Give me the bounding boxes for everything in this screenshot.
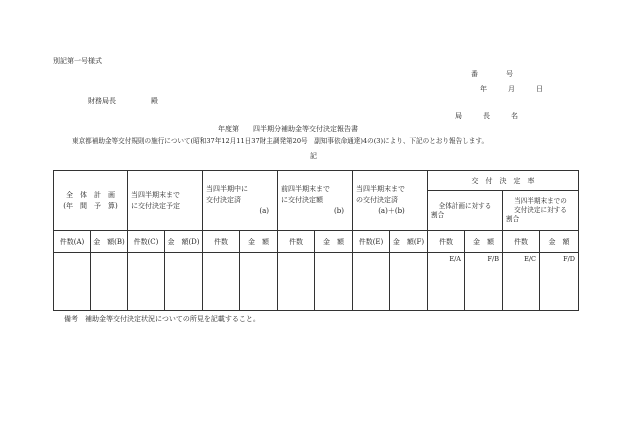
report-title: 年度第 四半期分補助金等交付決定報告書 xyxy=(218,125,358,133)
cur-quarter-header xyxy=(353,171,428,231)
ratio-label-ea: E/A xyxy=(428,253,465,311)
subheader-cell: 金 額 xyxy=(315,231,353,253)
q-end-plan-line2: に交付決定予定 xyxy=(131,201,180,210)
data-cell xyxy=(165,253,203,311)
data-cell xyxy=(278,253,315,311)
ratio-label-fd: F/D xyxy=(540,253,579,311)
date-label: 年 月 日 xyxy=(480,85,543,93)
rate-plan-line1: 全体計画に対する xyxy=(438,201,492,210)
rate-plan-line2: 割合 xyxy=(431,210,445,219)
data-cell xyxy=(54,253,91,311)
rate-q-line3: 割合 xyxy=(506,214,520,223)
subheader-cell: 件数 xyxy=(428,231,465,253)
subheader-row xyxy=(54,231,579,253)
data-cell xyxy=(203,253,240,311)
subheader-cell: 件数 xyxy=(503,231,540,253)
ratio-label-ec: E/C xyxy=(503,253,540,311)
cur-quarter-line3: (a)＋(b) xyxy=(378,206,405,215)
data-cell xyxy=(353,253,390,311)
in-quarter-header xyxy=(203,171,278,231)
subheader-cell: 金 額(D) xyxy=(165,231,203,253)
data-cell xyxy=(315,253,353,311)
form-label: 別記第一号様式 xyxy=(53,57,102,65)
q-end-plan-header xyxy=(128,171,203,231)
subheader-cell: 金 額 xyxy=(240,231,278,253)
q-end-plan-line1: 当四半期末まで xyxy=(131,190,180,199)
number-label: 番 号 xyxy=(471,70,513,78)
in-quarter-line1: 当四半期中に xyxy=(206,185,248,194)
cur-quarter-line1: 当四半期末まで xyxy=(356,185,405,194)
data-cell xyxy=(390,253,428,311)
subheader-cell: 金 額 xyxy=(465,231,503,253)
plan-header xyxy=(54,171,128,231)
plan-header-line1: 全 体 計 画 xyxy=(66,190,115,199)
subheader-cell: 件数 xyxy=(203,231,240,253)
in-quarter-line2: 交付決定済 xyxy=(206,196,241,205)
data-cell xyxy=(91,253,128,311)
subheader-cell: 件数(E) xyxy=(353,231,390,253)
rate-plan-header xyxy=(428,191,503,231)
rate-title: 交 付 決 定 率 xyxy=(428,171,579,191)
bureau-head-label: 局 長 名 xyxy=(455,112,518,120)
subheader-cell: 件数(C) xyxy=(128,231,165,253)
plan-header-line2: (年 間 予 算) xyxy=(63,201,118,210)
subheader-cell: 金 額 xyxy=(540,231,579,253)
intro-text: 東京都補助金等交付規則の施行について(昭和37年12月11日37財主調発第20号 副知事依命通達)4の(3)により、下記のとおり報告します。 xyxy=(72,137,489,145)
subheader-cell: 件数(A) xyxy=(54,231,91,253)
prev-quarter-line3: (b) xyxy=(334,206,344,215)
header-row-top xyxy=(54,171,579,191)
data-row xyxy=(54,253,579,311)
rate-q-header xyxy=(503,191,579,231)
subheader-cell: 金 額(F) xyxy=(390,231,428,253)
cur-quarter-line2: の交付決定済 xyxy=(356,196,398,205)
subheader-cell: 件数 xyxy=(278,231,315,253)
rate-q-line2: 交付決定に対する xyxy=(514,206,567,215)
report-table xyxy=(53,170,579,311)
in-quarter-line3: (a) xyxy=(259,206,269,215)
remark: 備考 補助金等交付決定状況についての所見を記載すること。 xyxy=(64,315,260,323)
rate-q-line1: 当四半期末までの xyxy=(514,197,567,206)
prev-quarter-line1: 前四半期末まで xyxy=(281,185,330,194)
data-cell xyxy=(128,253,165,311)
prev-quarter-header xyxy=(278,171,353,231)
ratio-label-fb: F/B xyxy=(465,253,503,311)
addressee: 財務局長 殿 xyxy=(88,97,158,105)
ki-label: 記 xyxy=(310,152,317,160)
prev-quarter-line2: に交付決定額 xyxy=(281,196,323,205)
data-cell xyxy=(240,253,278,311)
subheader-cell: 金 額(B) xyxy=(91,231,128,253)
